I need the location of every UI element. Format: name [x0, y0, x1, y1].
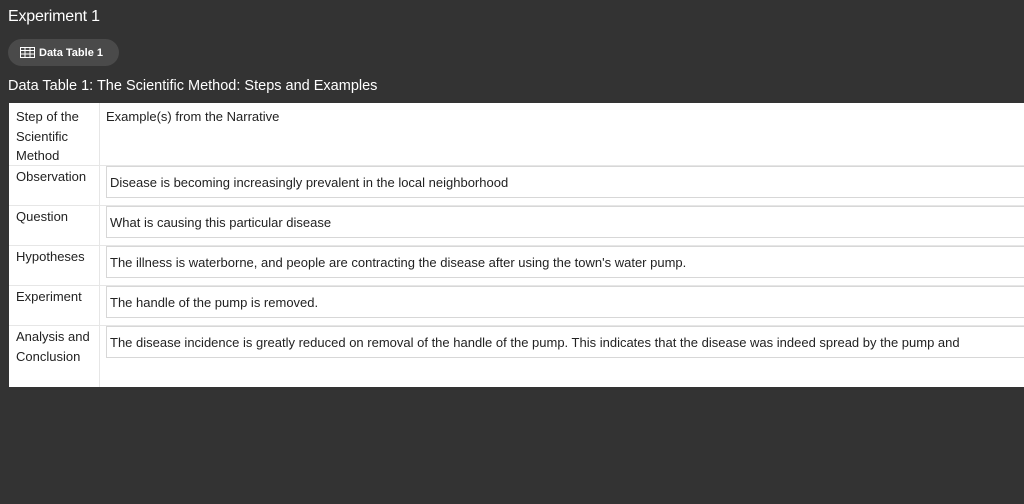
tab-label: Data Table 1	[39, 46, 103, 59]
analysis-conclusion-input[interactable]: The disease incidence is greatly reduced on removal of the handle of the pump. This indicates that the disease was indeed spread by the pump and	[106, 326, 1024, 358]
step-question: Question	[16, 209, 69, 224]
data-table	[9, 103, 1024, 387]
question-input[interactable]: What is causing this particular disease	[106, 206, 1024, 238]
table-icon	[20, 47, 35, 58]
observation-input[interactable]: Disease is becoming increasingly prevalent in the local neighborhood	[106, 166, 1024, 198]
header-example: Example(s) from the Narrative	[106, 109, 280, 124]
experiment-title: Experiment 1	[8, 8, 100, 25]
table-title: Data Table 1: The Scientific Method: Steps and Examples	[8, 78, 378, 94]
header-step: Step of the Scientific Method	[16, 109, 79, 163]
tab-data-table-1[interactable]	[8, 39, 119, 66]
step-observation: Observation	[16, 169, 87, 184]
step-analysis-conclusion: Analysis and Conclusion	[16, 329, 90, 364]
experiment-input[interactable]: The handle of the pump is removed.	[106, 286, 1024, 318]
hypotheses-input[interactable]: The illness is waterborne, and people are contracting the disease after using the town's water pump.	[106, 246, 1024, 278]
step-hypotheses: Hypotheses	[16, 249, 85, 264]
step-experiment: Experiment	[16, 289, 82, 304]
